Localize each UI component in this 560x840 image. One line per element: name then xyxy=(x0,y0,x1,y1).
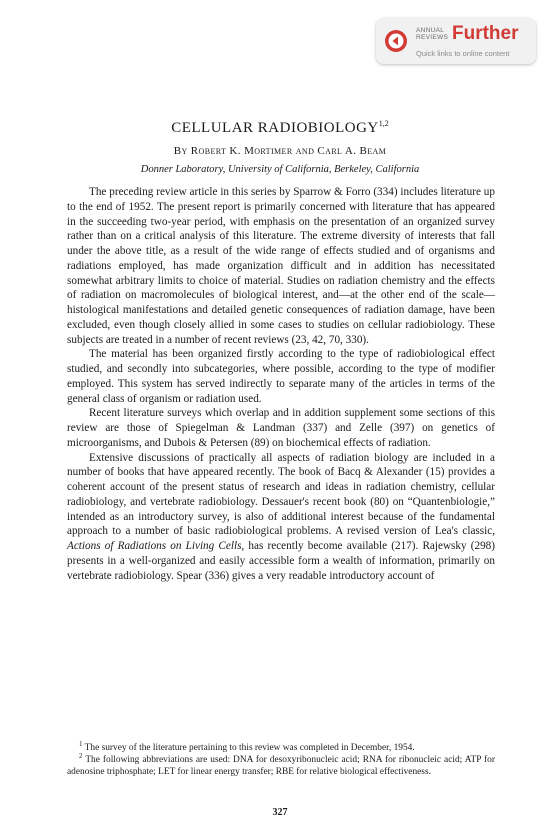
further-title: Further xyxy=(452,23,519,44)
page-number: 327 xyxy=(272,807,288,818)
annual-reviews-logo-text: ANNUAL REVIEWS xyxy=(416,27,449,41)
article-title: CELLULAR RADIOBIOLOGY$^{1,2}$ xyxy=(171,119,389,136)
paragraph: Recent literature surveys which overlap and in addition supplement some sections of this review are those of Spiegelman & Landman (337) and Zelle (397) on genetics of microorganisms, and Dubois & Petersen (89) on biochemical effects of radiation. xyxy=(67,407,495,449)
paragraph: The material has been organized firstly according to the type of radiobiological effect studied, and secondly into subcategories, where possible, according to the type of modifier employed. This system has served indirectly to separate many of the articles in terms of the general class of organism or radiation used. xyxy=(67,348,495,405)
book-title: Actions of Radiations on Living Cells, xyxy=(67,540,245,552)
article-affiliation: Donner Laboratory, University of California, Berkeley, California xyxy=(140,164,420,175)
article-authors: By Robert K. Mortimer and Carl A. Beam xyxy=(173,145,387,157)
article-body xyxy=(67,185,495,583)
play-arrow-icon xyxy=(384,29,408,53)
title-footnote-marks: 1,2 xyxy=(378,119,389,128)
further-subtitle: Quick links to online content xyxy=(416,49,510,58)
footnote: $^2$ The following abbreviations are used: DNA for desoxyribonucleic acid; RNA for ribonucleic acid; ATP for adenosine triphosphate; LET for linear energy transfer; RBE for relative biological effectiveness. xyxy=(67,751,495,777)
further-links-badge[interactable] xyxy=(376,18,536,64)
paragraph: Extensive discussions of practically all aspects of radiation biology are included in a number of books that have appeared recently. The book of Bacq & Alexander (15) provides a coherent account of the present status of research and ideas in radiation chemistry, cellular radiobiology, and vertebrate radiobiology. Dessauer's recent book (80) on “Quantenbiologie,” intended as an introductory survey, is also of additional interest because of the fundamental approach to a number of basic radiobiological problems. A revised version of Lea's classic, Actions of Radiations on Living Cells, has recently become available (217). Rajewsky (298) presents in a well-organized and easily accessible form a wealth of information, primarily on vertebrate radiobiology. Spear (336) gives a very readable introductory account of xyxy=(67,451,495,582)
footnote: $^1$ The survey of the literature pertaining to this review was completed in December, 1954. xyxy=(79,739,415,753)
footnotes xyxy=(67,739,495,779)
paragraph: The preceding review article in this series by Sparrow & Forro (334) includes literature up to the end of 1952. The present report is primarily concerned with literature that has appeared in the succeeding two-year period, with emphasis on the presentation of an organized survey rather than on a critical analysis of this literature. The extreme diversity of interests that fall under the above title, as a result of the wide range of effects studied and of organisms and radiations employed, has made organization difficult and in addition has necessitated somewhat arbitrary limits to choice of material. Studies on radiation chemistry and the effects of radiation on macromolecules of biological interest, and—at the other end of the scale—histological manifestations and detailed genetic consequences of radiation damage, have been excluded, even though closely allied in some cases to studies on cellular radiobiology. These subjects are treated in a number of recent reviews (23, 42, 70, 330). xyxy=(67,186,495,346)
